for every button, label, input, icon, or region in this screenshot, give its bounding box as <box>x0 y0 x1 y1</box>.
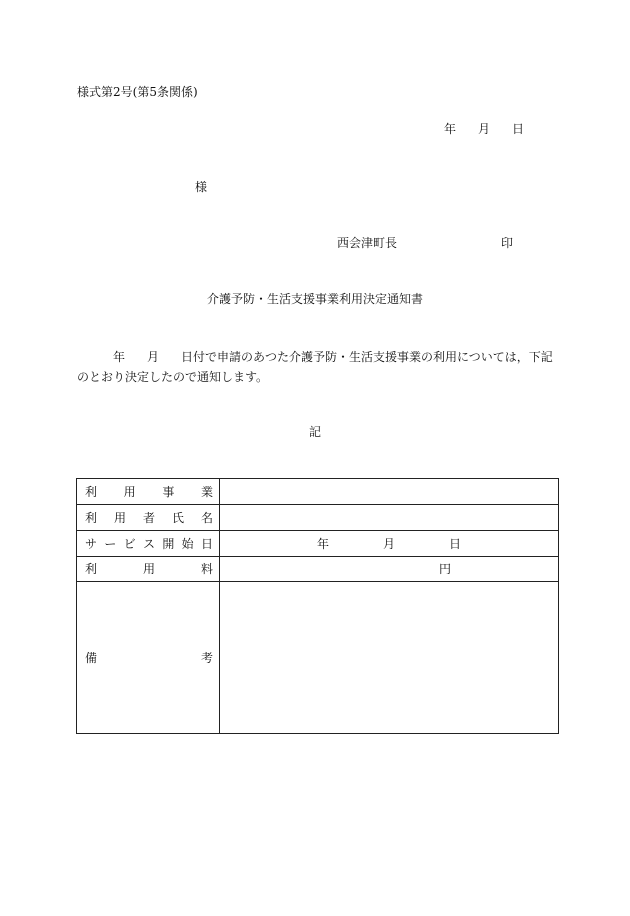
issue-date <box>444 122 524 136</box>
table-row <box>77 505 559 531</box>
start-month: 月 <box>382 536 395 551</box>
document-title: 介護予防・生活支援事業利用決定通知書 <box>206 292 423 306</box>
label-char: 考 <box>200 650 213 665</box>
date-year: 年 <box>444 122 457 136</box>
label-char: 利 <box>85 484 98 499</box>
label-char: 名 <box>200 510 213 525</box>
label-char: ー <box>104 536 117 551</box>
label-char: 者 <box>142 510 155 525</box>
label-service <box>77 479 220 505</box>
label-remarks <box>77 582 220 734</box>
label-char: サ <box>85 536 98 551</box>
form-number: 様式第2号(第5条関係) <box>77 85 198 99</box>
table-row <box>77 531 559 557</box>
table-row <box>77 557 559 582</box>
date-month: 月 <box>478 122 491 136</box>
ki-heading: 記 <box>308 425 321 439</box>
date-day: 日 <box>512 122 525 136</box>
label-char: 氏 <box>171 510 184 525</box>
body-text-line-2: のとおり決定したので通知します。 <box>77 370 269 384</box>
label-char: 用 <box>113 510 126 525</box>
value-user-name[interactable] <box>220 505 559 531</box>
label-char: ビ <box>123 536 136 551</box>
seal-mark: 印 <box>501 236 514 250</box>
label-char: 用 <box>142 562 155 576</box>
body-text: 日付で申請のあつた介護予防・生活支援事業の利用については，下記 <box>181 350 553 364</box>
label-char: 料 <box>200 562 213 576</box>
label-char: ス <box>142 536 155 551</box>
details-table <box>76 478 559 734</box>
label-char: 開 <box>162 536 175 551</box>
label-char: 始 <box>181 536 194 551</box>
value-start-date[interactable] <box>220 531 559 557</box>
label-char: 利 <box>85 562 98 576</box>
label-char: 業 <box>200 484 213 499</box>
start-day: 日 <box>449 536 462 551</box>
start-year: 年 <box>316 536 329 551</box>
addressee: 様 <box>195 180 208 194</box>
label-start-date <box>77 531 220 557</box>
body-year: 年 <box>113 350 126 364</box>
label-user-name <box>77 505 220 531</box>
label-char: 事 <box>162 484 175 499</box>
body-month: 月 <box>147 350 160 364</box>
label-fee <box>77 557 220 582</box>
table-row <box>77 582 559 734</box>
value-service[interactable] <box>220 479 559 505</box>
label-char: 用 <box>123 484 136 499</box>
issuer-name: 西会津町長 <box>337 236 398 250</box>
value-remarks[interactable] <box>220 582 559 734</box>
table-row <box>77 479 559 505</box>
label-char: 日 <box>200 536 213 551</box>
label-char: 利 <box>85 510 98 525</box>
body-text-line-1 <box>113 350 553 364</box>
issuer-line <box>337 236 513 250</box>
label-char: 備 <box>85 650 98 665</box>
value-fee[interactable]: 円 <box>220 557 559 582</box>
